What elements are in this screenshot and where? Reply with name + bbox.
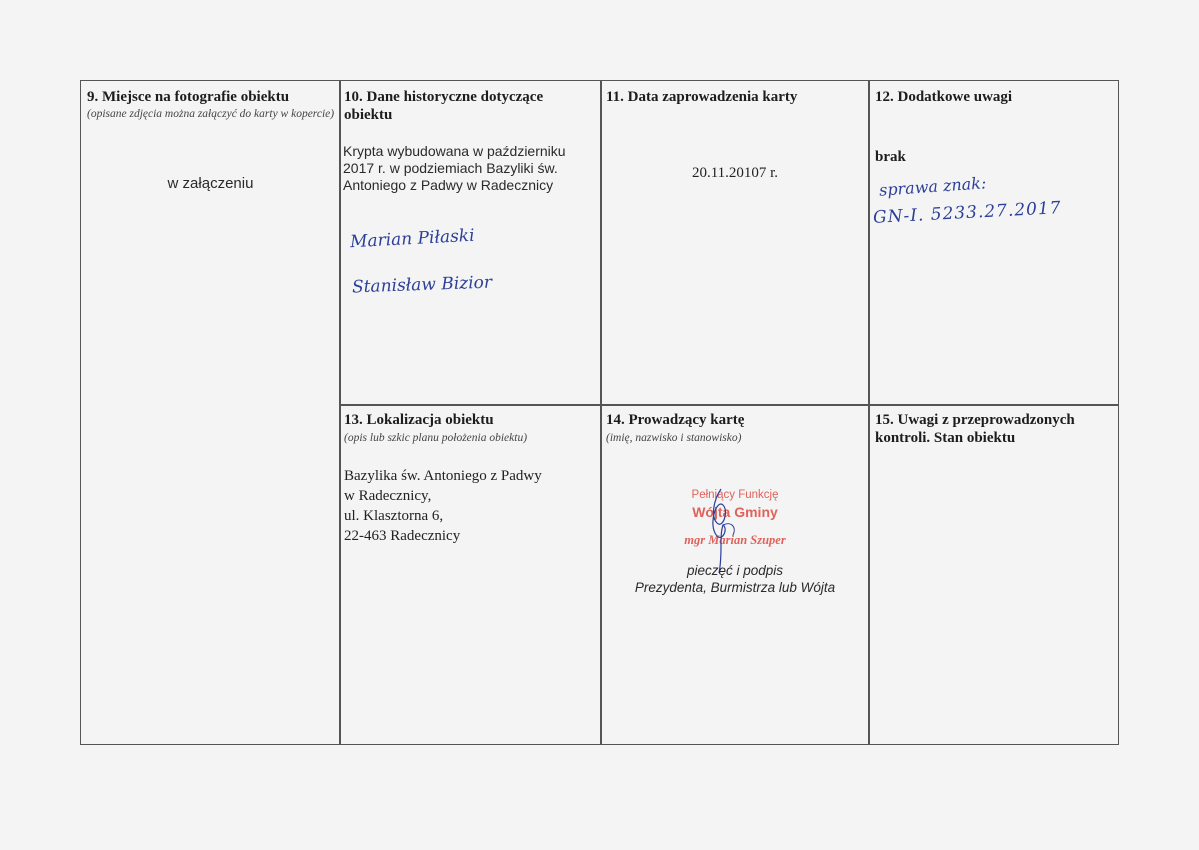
- cell15-title-line2: kontroli. Stan obiektu: [875, 430, 1016, 446]
- cell15-title-line1: 15. Uwagi z przeprowadzonych: [875, 412, 1075, 428]
- cell14-title: 14. Prowadzący kartę: [606, 412, 745, 428]
- signature-2: Stanisław Bizior: [351, 272, 493, 298]
- address-line-3: ul. Klasztorna 6,: [344, 508, 444, 524]
- cell-additional-notes: [868, 80, 1119, 406]
- cell10-text-line2: 2017 r. w podziemiach Bazyliki św.: [343, 160, 558, 176]
- signature-1: Marian Piłaski: [349, 225, 476, 253]
- case-reference-number: GN-I. 5233.27.2017: [872, 198, 1063, 228]
- cell10-title-line1: 10. Dane historyczne dotyczące: [344, 89, 544, 105]
- cell9-content: w załączeniu: [167, 175, 254, 192]
- address-line-2: w Radecznicy,: [344, 488, 432, 504]
- cell10-text-line3: Antoniego z Padwy w Radecznicy: [343, 177, 554, 193]
- cell9-title: 9. Miejsce na fotografie obiektu: [87, 89, 290, 105]
- cell10-text-line1: Krypta wybudowana w październiku: [343, 143, 566, 159]
- cell-card-keeper: [600, 404, 870, 745]
- cell11-title: 11. Data zaprowadzenia karty: [606, 89, 798, 105]
- case-reference-label: sprawa znak:: [878, 173, 987, 200]
- cell-card-date: [600, 80, 870, 406]
- cell11-date: 20.11.20107 r.: [691, 165, 779, 181]
- address-line-1: Bazylika św. Antoniego z Padwy: [344, 468, 542, 484]
- address-line-4: 22-463 Radecznicy: [344, 528, 461, 544]
- official-stamp-line-3: mgr Marian Szuper: [684, 533, 786, 547]
- cell9-subtitle: (opisane zdjęcia można załączyć do karty w kopercie): [87, 108, 335, 120]
- cell13-title: 13. Lokalizacja obiektu: [344, 412, 494, 428]
- cell12-content: brak: [875, 149, 906, 165]
- official-stamp-line-2: Wójta Gminy: [692, 504, 778, 520]
- cell13-subtitle: (opis lub szkic planu położenia obiektu): [344, 432, 528, 444]
- cell14-caption-line1: pieczęć i podpis: [686, 563, 784, 578]
- cell14-caption-line2: Prezydenta, Burmistrza lub Wójta: [634, 580, 836, 595]
- cell12-title: 12. Dodatkowe uwagi: [875, 89, 1013, 105]
- cell-location: [339, 404, 602, 745]
- cell-photo-location: [80, 80, 341, 745]
- cell14-subtitle: (imię, nazwisko i stanowisko): [606, 432, 742, 444]
- cell10-title-line2: obiektu: [344, 107, 393, 123]
- official-stamp-line-1: Pełniący Funkcję: [691, 489, 779, 501]
- cell-inspection-notes: [868, 404, 1119, 745]
- cell-historical-data: [339, 80, 602, 406]
